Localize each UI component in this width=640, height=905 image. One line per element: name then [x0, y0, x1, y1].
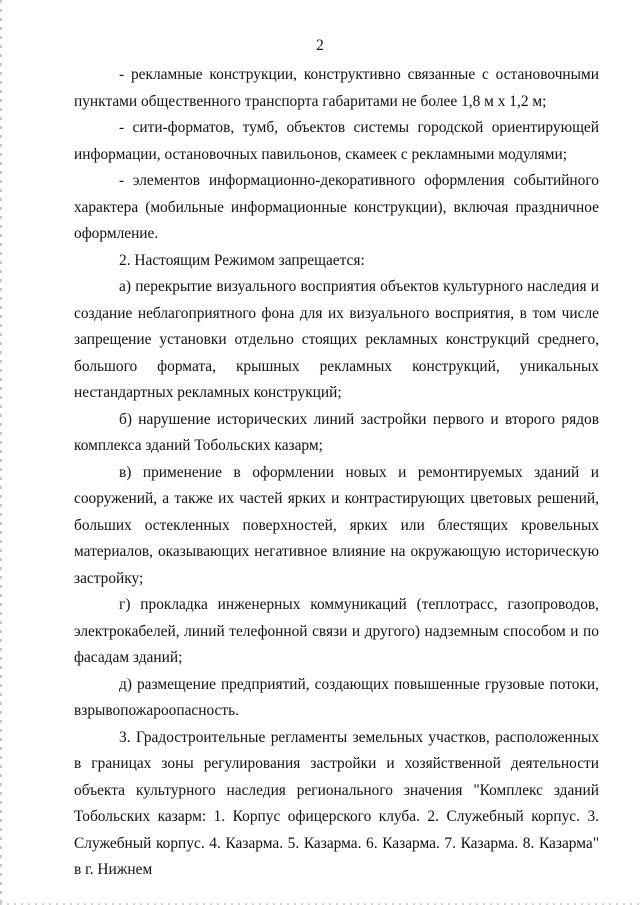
paragraph-item-d: д) размещение предприятий, создающих повышенные грузовые потоки, взрывопожароопасность.	[74, 675, 599, 719]
scan-edge-left	[0, 0, 2, 905]
paragraph-item-b: б) нарушение исторических линий застройки первого и второго рядов комплекса зданий Тобольских казарм;	[74, 410, 599, 454]
paragraph-item-g: г) прокладка инженерных коммуникаций (теплотрасс, газопроводов, электрокабелей, линий телефонной связи и другого) надземным способом и по фасадам зданий;	[74, 596, 599, 666]
paragraph-prohibitions-heading: 2. Настоящим Режимом запрещается:	[119, 251, 365, 269]
document-body	[74, 62, 599, 884]
paragraph-item-v: в) применение в оформлении новых и ремонтируемых зданий и сооружений, а также их частей ярких и контрастирующих цветовых решений, больших остекленных поверхностей, ярких или блестящих кровельных материалов, оказывающих негативное влияние на окружающую историческую застройку;	[74, 463, 599, 587]
paragraph-advertising-structures: - рекламные конструкции, конструктивно связанные с остановочными пунктами общественного транспорта габаритами не более 1,8 м х 1,2 м;	[74, 66, 599, 110]
paragraph-city-formats: - сити-форматов, тумб, объектов системы городской ориентирующей информации, остановочных павильонов, скамеек с рекламными модулями;	[74, 119, 599, 163]
paragraph-section-3: 3. Градостроительные регламенты земельных участков, расположенных в границах зоны регулирования застройки и хозяйственной деятельности объекта культурного наследия регионального значения "Комплекс зданий Тобольских казарм: 1. Корпус офицерского клуба. 2. Служебный корпус. 3. Служебный корпус. 4. Казарма. 5. Казарма. 6. Казарма. 7. Казарма. 8. Казарма" в г. Нижнем	[74, 728, 599, 878]
paragraph-item-a: а) перекрытие визуального восприятия объектов культурного наследия и создание неблагоприятного фона для их визуального восприятия, в том числе запрещение установки отдельно стоящих рекламных конструкций среднего, большого формата, крышных рекламных конструкций, уникальных нестандартных рекламных конструкций;	[74, 278, 599, 401]
page-number: 2	[316, 37, 324, 54]
paragraph-decorative-elements: - элементов информационно-декоративного оформления событийного характера (мобильные информационные конструкции), включая праздничное оформление.	[74, 172, 599, 242]
